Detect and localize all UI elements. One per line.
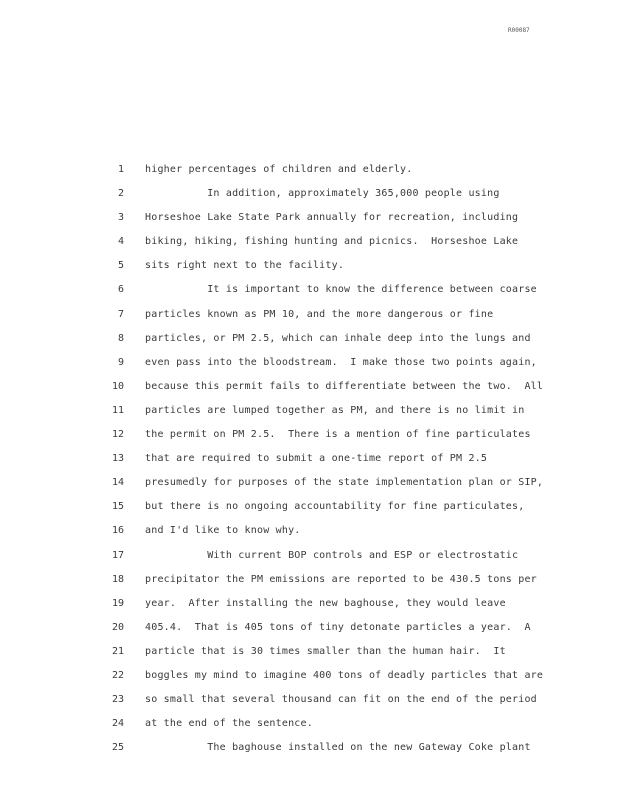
line-number: 20 [111,621,124,633]
line-number: 8 [117,332,124,344]
line-text: boggles my mind to imagine 400 tons of deadly particles that are [145,669,544,681]
line-number: 15 [111,501,124,513]
line-text: so small that several thousand can fit on the end of the period [145,694,537,706]
transcript-line [0,546,618,570]
line-text: Horseshoe Lake State Park annually for recreation, including [145,212,519,224]
line-text: particles are lumped together as PM, and there is no limit in [145,404,525,416]
transcript-line [0,642,618,666]
line-text: precipitator the PM emissions are reported to be 430.5 tons per [145,573,537,585]
line-number: 22 [111,669,124,681]
line-text: particles, or PM 2.5, which can inhale deep into the lungs and [145,332,531,344]
line-number: 2 [117,188,124,200]
line-text: It is important to know the difference between coarse [145,284,537,296]
line-number: 7 [117,308,124,320]
transcript-line [0,473,618,497]
line-text: at the end of the sentence. [145,718,313,730]
line-text: biking, hiking, fishing hunting and picnics. Horseshoe Lake [145,236,519,248]
line-text: 405.4. That is 405 tons of tiny detonate particles a year. A [145,621,531,633]
line-text: The baghouse installed on the new Gateway Coke plant [145,742,531,754]
transcript-line [0,690,618,714]
transcript-line [0,714,618,738]
line-text: even pass into the bloodstream. I make those two points again, [145,356,537,368]
transcript-line [0,184,618,208]
line-number: 9 [117,356,124,368]
transcript-line [0,666,618,690]
line-number: 3 [117,212,124,224]
line-number: 19 [111,597,124,609]
line-text: year. After installing the new baghouse, they would leave [145,597,506,609]
transcript-line [0,329,618,353]
line-text: that are required to submit a one-time report of PM 2.5 [145,453,488,465]
transcript-line [0,738,618,762]
line-number: 4 [117,236,124,248]
line-number: 16 [111,525,124,537]
transcript-line [0,208,618,232]
line-number: 21 [111,645,124,657]
line-text: In addition, approximately 365,000 people using [145,188,500,200]
line-text: because this permit fails to differentiate between the two. All [145,380,544,392]
transcript-line [0,353,618,377]
line-text: particles known as PM 10, and the more dangerous or fine [145,308,494,320]
line-number: 13 [111,453,124,465]
line-text: but there is no ongoing accountability for fine particulates, [145,501,525,513]
line-number: 24 [111,718,124,730]
bates-number: R00087 [508,27,530,34]
transcript-line [0,377,618,401]
line-number: 10 [111,380,124,392]
line-number: 12 [111,429,124,441]
line-text: With current BOP controls and ESP or electrostatic [145,549,519,561]
line-number: 14 [111,477,124,489]
transcript-line [0,256,618,280]
line-text: sits right next to the facility. [145,260,345,272]
line-text: particle that is 30 times smaller than the human hair. It [145,645,506,657]
line-text: presumedly for purposes of the state implementation plan or SIP, [145,477,544,489]
line-number: 17 [111,549,124,561]
line-number: 5 [117,260,124,272]
transcript-line [0,160,618,184]
line-number: 23 [111,694,124,706]
transcript-line [0,449,618,473]
transcript-line [0,425,618,449]
transcript-line [0,618,618,642]
transcript-line [0,594,618,618]
line-text: and I'd like to know why. [145,525,301,537]
line-number: 1 [117,164,124,175]
line-number: 6 [117,284,124,296]
transcript-line [0,401,618,425]
transcript-line [0,280,618,304]
transcript-line [0,497,618,521]
line-number: 25 [111,742,124,754]
line-number: 11 [111,404,124,416]
transcript-lines [0,160,618,762]
transcript-line [0,521,618,545]
transcript-line [0,232,618,256]
transcript-line [0,305,618,329]
line-number: 18 [111,573,124,585]
line-text: higher percentages of children and elderly. [145,164,413,175]
line-text: the permit on PM 2.5. There is a mention of fine particulates [145,429,531,441]
transcript-line [0,570,618,594]
